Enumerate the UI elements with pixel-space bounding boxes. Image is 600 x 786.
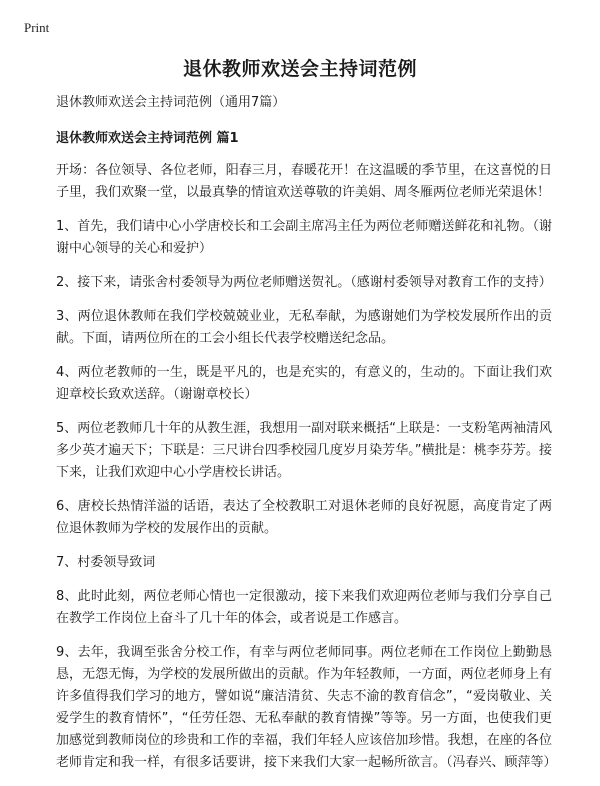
paragraph-item-2: 2、接下来，请张舍村委领导为两位老师赠送贺礼。（感谢村委领导对教育工作的支持） bbox=[56, 275, 552, 290]
paragraph-item-7: 7、村委领导致词 bbox=[56, 555, 156, 570]
paragraph-item-6: 6、唐校长热情洋溢的话语，表达了全校教职工对退休老师的良好祝愿，高度肯定了两位退休教师为学校的发展作出的贡献。 bbox=[56, 499, 552, 536]
paragraph-opening: 开场：各位领导、各位老师，阳春三月，春暖花开！在这温暖的季节里，在这喜悦的日子里，我们欢聚一堂，以最真挚的情谊欢送尊敬的许美娟、周冬雁两位老师光荣退休！ bbox=[56, 163, 552, 200]
paragraph-item-8: 8、此时此刻，两位老师心情也一定很激动，接下来我们欢迎两位老师与我们分享自己在教学工作岗位上奋斗了几十年的体会，或者说是工作感言。 bbox=[56, 589, 552, 626]
paragraph-item-3: 3、两位退休教师在我们学校兢兢业业，无私奉献，为感谢她们为学校发展所作出的贡献。下面，请两位所在的工会小组长代表学校赠送纪念品。 bbox=[56, 309, 552, 346]
article-subtitle: 退休教师欢送会主持词范例（通用7篇） bbox=[56, 95, 286, 110]
page-title: 退休教师欢送会主持词范例 bbox=[182, 58, 417, 80]
section-heading: 退休教师欢送会主持词范例 篇1 bbox=[56, 131, 239, 146]
paragraph-item-1: 1、首先，我们请中心小学唐校长和工会副主席冯主任为两位老师赠送鲜花和礼物。（谢谢中心领导的关心和爱护） bbox=[56, 219, 552, 256]
paragraph-item-4: 4、两位老教师的一生，既是平凡的，也是充实的，有意义的，生动的。下面让我们欢迎章校长致欢送辞。（谢谢章校长） bbox=[56, 365, 552, 402]
article-body bbox=[56, 92, 557, 786]
print-link[interactable]: Print bbox=[24, 20, 50, 35]
paragraph-item-9: 9、去年，我调至张舍分校工作，有幸与两位老师同事。两位老师在工作岗位上勤勤恳恳，无怨无悔，为学校的发展所做出的贡献。作为年轻教师，一方面，两位老师身上有许多值得我们学习的地方，譬如说“廉洁清贫、失志不渝的教育信念”，“爱岗敬业、关爱学生的教育情怀”，“任劳任怨、无私奉献的教育情操”等等。另一方面，也使我们更加感觉到教师岗位的珍贵和工作的幸福，我们年轻人应该倍加珍惜。我想，在座的各位老师肯定和我一样，有很多话要讲，接下来我们大家一起畅所欲言。（冯春兴、顾萍等） bbox=[56, 645, 557, 770]
paragraph-item-5: 5、两位老教师几十年的从教生涯，我想用一副对联来概括“上联是：一支粉笔两袖清风多少英才遍天下；下联是：三尺讲台四季校园几度岁月染芳华。”横批是：桃李芬芳。接下来，让我们欢迎中心小学唐校长讲话。 bbox=[56, 421, 553, 480]
